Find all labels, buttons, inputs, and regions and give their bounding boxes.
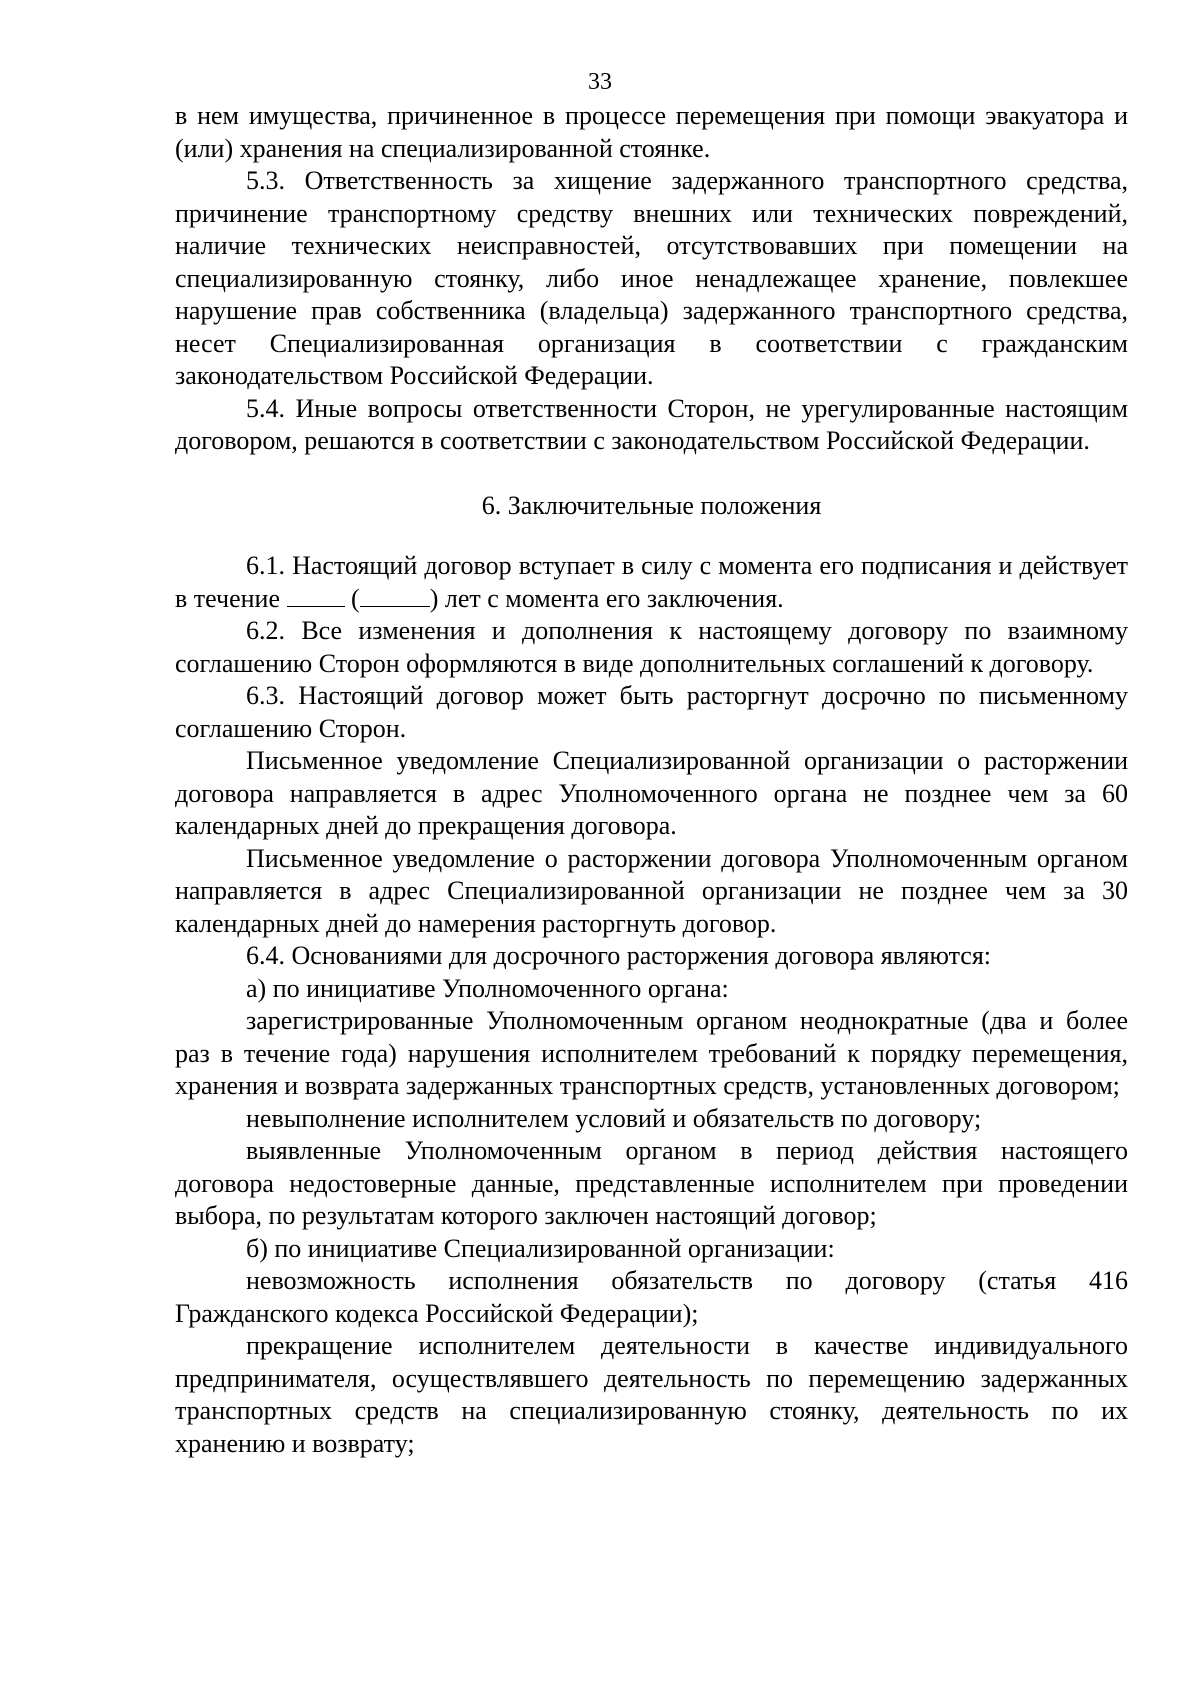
paragraph-6-4: 6.4. Основаниями для досрочного расторжения договора являются: — [246, 941, 992, 970]
list-heading-a: а) по инициативе Уполномоченного органа: — [246, 973, 729, 1003]
list-item: зарегистрированные Уполномоченным органом неоднократные (два и более раз в течение года) нарушения исполнителем требований к порядку перемещения, хранения и возврата задержанных транспортных средств, установленных договором; — [175, 1006, 1128, 1100]
list-item: невозможность исполнения обязательств по договору (статья 416 Гражданского кодекса Российской Федерации); — [175, 1266, 1128, 1328]
section-gap — [175, 522, 1128, 550]
paragraph-5-3: 5.3. Ответственность за хищение задержанного транспортного средства, причинение транспортному средству внешних или технических повреждений, наличие технических неисправностей, отсутствовавших при помещении на специализированную стоянку, либо иное ненадлежащее хранение, повлекшее нарушение прав собственника (владельца) задержанного транспортного средства, несет Специализированная организация в соответствии с гражданским законодательством Российской Федерации. — [175, 166, 1128, 390]
paragraph-6-2: 6.2. Все изменения и дополнения к настоящему договору по взаимному соглашению Сторон оформляются в виде дополнительных соглашений к договору. — [175, 616, 1128, 678]
list-heading-b: б) по инициативе Специализированной организации: — [246, 1233, 835, 1263]
blank-line-years-number — [287, 605, 345, 607]
paragraph-6-1-end: ) лет с момента его заключения. — [429, 583, 784, 613]
list-item: прекращение исполнителем деятельности в качестве индивидуального предпринимателя, осуществлявшего деятельность по перемещению задержанных транспортных средств на специализированную стоянку, деятельность по их хранению и возврату; — [175, 1331, 1128, 1458]
paragraph-notice-authorized-body: Письменное уведомление о расторжении договора Уполномоченным органом направляется в адрес Специализированной организации не позднее чем за 30 календарных дней до намерения расторгнуть договор. — [175, 843, 1128, 938]
page-number: 33 — [588, 69, 612, 95]
paragraph-6-3: 6.3. Настоящий договор может быть расторгнут досрочно по письменному соглашению Сторон. — [175, 681, 1128, 743]
section-title: 6. Заключительные положения — [481, 490, 822, 520]
paragraph-continuation: в нем имущества, причиненное в процессе перемещения при помощи эвакуатора и (или) хранения на специализированной стоянке. — [175, 101, 1128, 163]
paragraph-5-4: 5.4. Иные вопросы ответственности Сторон, не урегулированные настоящим договором, решаются в соответствии с законодательством Российской Федерации. — [175, 393, 1128, 455]
document-body — [175, 100, 1128, 1460]
blank-line-years-words — [360, 605, 430, 607]
paragraph-6-1-start: 6.1. Настоящий договор вступает в силу с момента его подписания и действует в течение — [175, 551, 1128, 613]
paragraph-notice-specialized-org: Письменное уведомление Специализированной организации о расторжении договора направляется в адрес Уполномоченного органа не позднее чем за 60 календарных дней до прекращения договора. — [175, 746, 1128, 840]
paragraph-6-1-paren: ( — [351, 583, 360, 613]
list-item: выявленные Уполномоченным органом в период действия настоящего договора недостоверные данные, представленные исполнителем при проведении выбора, по результатам которого заключен настоящий договор; — [175, 1136, 1128, 1230]
paragraph-6-1 — [175, 550, 1128, 615]
section-gap — [175, 458, 1128, 490]
list-item: невыполнение исполнителем условий и обязательств по договору; — [246, 1103, 982, 1133]
